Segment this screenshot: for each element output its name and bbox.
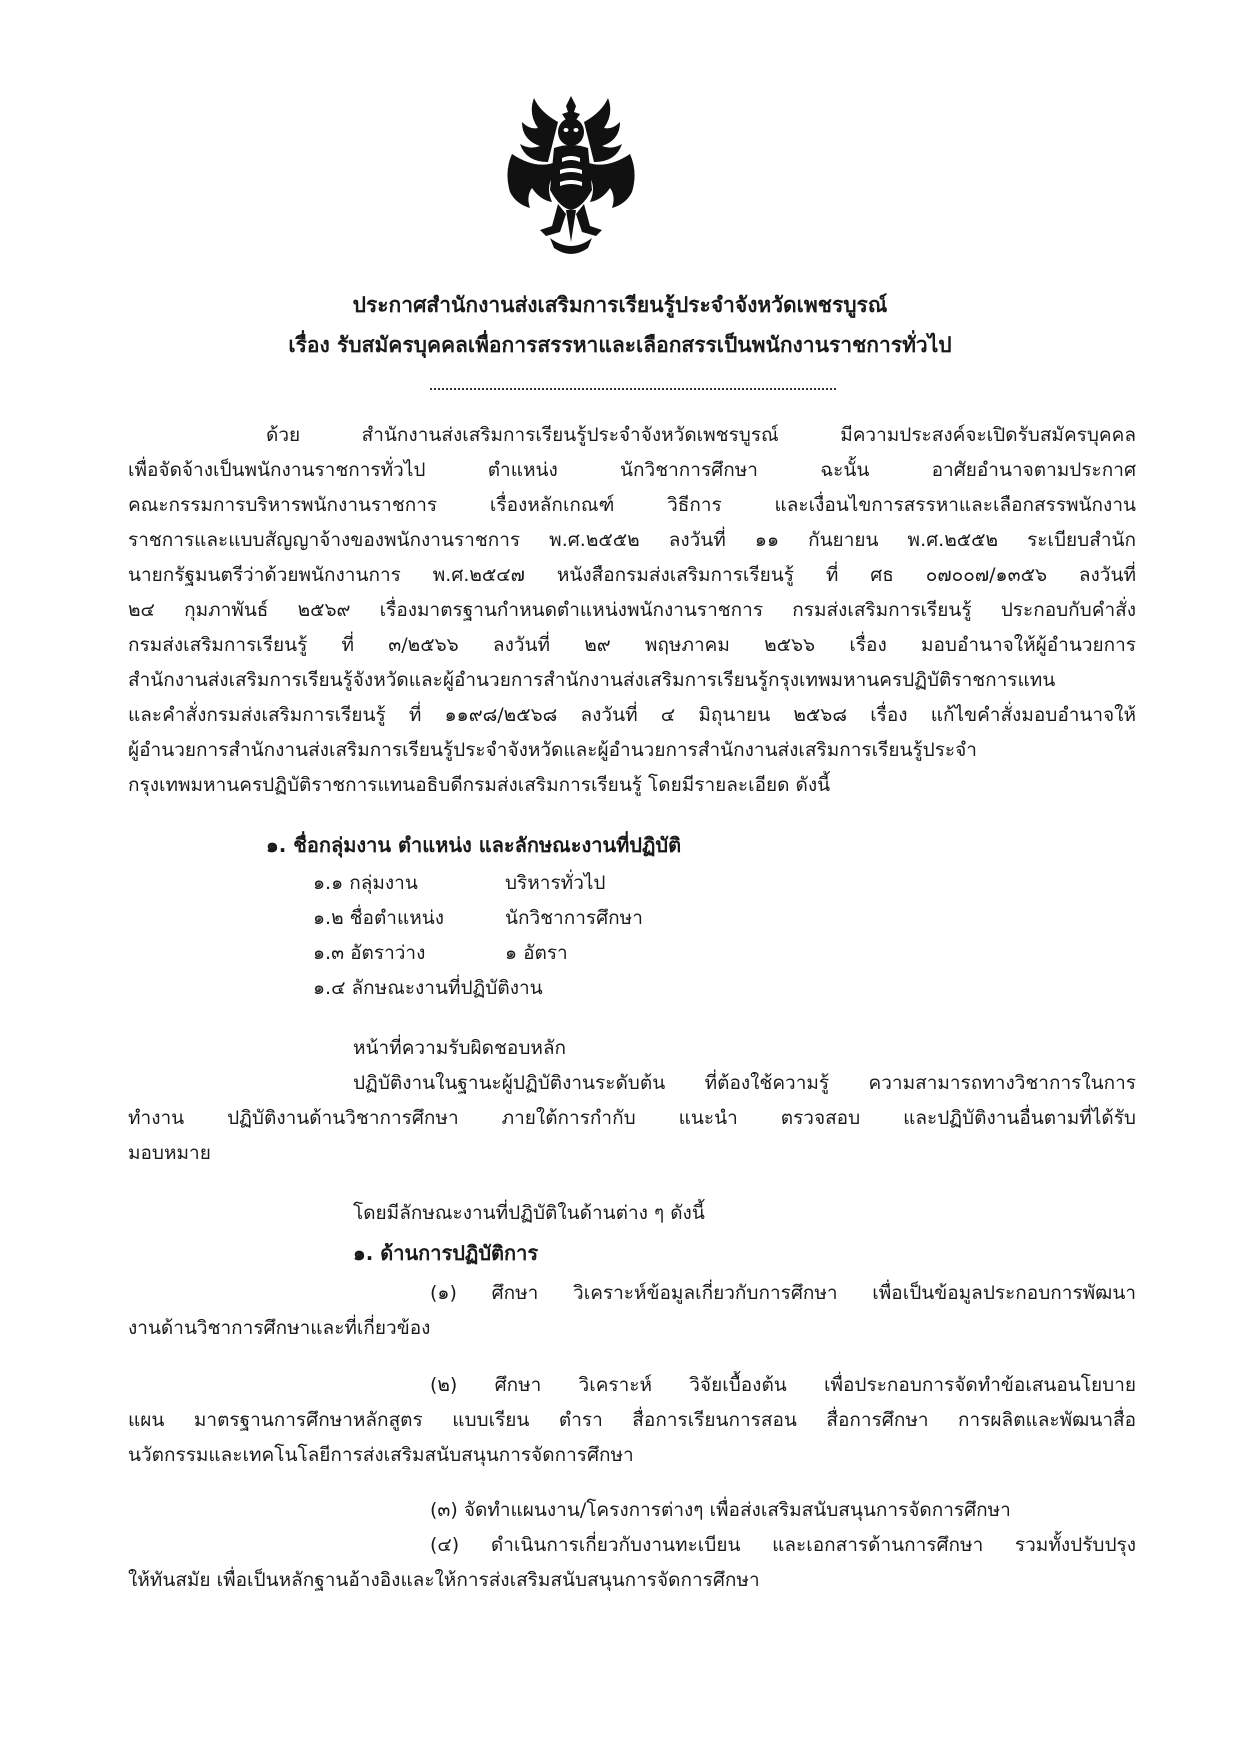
duties-heading: หน้าที่ความรับผิดชอบหลัก <box>353 1037 567 1059</box>
intro-line: ราชการและแบบสัญญาจ้างของพนักงานราชการ พ.ศ.๒๕๕๒ ลงวันที่ ๑๑ กันยายน พ.ศ.๒๕๕๒ ระเบียบสำนัก <box>128 529 1136 551</box>
section-heading: ๑. ชื่อกลุ่มงาน ตำแหน่ง และลักษณะงานที่ปฏิบัติ <box>266 833 682 857</box>
intro-line: ผู้อำนวยการสำนักงานส่งเสริมการเรียนรู้ประจำจังหวัดและผู้อำนวยการสำนักงานส่งเสริมการเรียนรู้ประจำ <box>128 739 977 761</box>
garuda-emblem-icon <box>500 92 642 262</box>
item-value: บริหารทั่วไป <box>505 872 606 894</box>
item-label: ๑.๔ ลักษณะงานที่ปฏิบัติงาน <box>313 977 543 999</box>
operation-item: (๑) ศึกษา วิเคราะห์ข้อมูลเกี่ยวกับการศึกษา เพื่อเป็นข้อมูลประกอบการพัฒนา <box>430 1282 1136 1304</box>
intro-line: สำนักงานส่งเสริมการเรียนรู้จังหวัดและผู้อำนวยการสำนักงานส่งเสริมการเรียนรู้กรุงเทพมหานครปฏิบัติราชการแทน <box>128 669 1056 691</box>
intro-line: นายกรัฐมนตรีว่าด้วยพนักงานการ พ.ศ.๒๕๔๗ หนังสือกรมส่งเสริมการเรียนรู้ ที่ ศธ ๐๗๐๐๗/๑๓๕๖ ลงวันที่ <box>128 564 1136 586</box>
operation-item: (๒) ศึกษา วิเคราะห์ วิจัยเบื้องต้น เพื่อประกอบการจัดทำข้อเสนอนโยบาย <box>430 1374 1136 1396</box>
intro-line: ๒๔ กุมภาพันธ์ ๒๕๖๙ เรื่องมาตรฐานกำหนดตำแหน่งพนักงานราชการ กรมส่งเสริมการเรียนรู้ ประกอบกับคำสั่ง <box>128 599 1136 621</box>
operation-item-cont: นวัตกรรมและเทคโนโลยีการส่งเสริมสนับสนุนการจัดการศึกษา <box>128 1444 634 1466</box>
item-label: ๑.๑ กลุ่มงาน <box>313 872 418 894</box>
item-value: นักวิชาการศึกษา <box>505 907 643 929</box>
intro-line: และคำสั่งกรมส่งเสริมการเรียนรู้ ที่ ๑๑๙๘/๒๕๖๘ ลงวันที่ ๔ มิถุนายน ๒๕๖๘ เรื่อง แก้ไขคำสั่งมอบอำนาจให้ <box>128 704 1136 726</box>
intro-line: คณะกรรมการบริหารพนักงานราชการ เรื่องหลักเกณฑ์ วิธีการ และเงื่อนไขการสรรหาและเลือกสรรพนักงาน <box>128 494 1136 516</box>
intro-line: เพื่อจัดจ้างเป็นพนักงานราชการทั่วไป ตำแหน่ง นักวิชาการศึกษา ฉะนั้น อาศัยอำนาจตามประกาศ <box>128 459 1136 481</box>
operation-item-cont: งานด้านวิชาการศึกษาและที่เกี่ยวข้อง <box>128 1317 431 1339</box>
item-value: ๑ อัตรา <box>505 942 568 964</box>
title-divider <box>430 388 836 390</box>
duties-line: ทำงาน ปฏิบัติงานด้านวิชาการศึกษา ภายใต้การกำกับ แนะนำ ตรวจสอบ และปฏิบัติงานอื่นตามที่ได้รับ <box>128 1107 1136 1129</box>
duties-intro: โดยมีลักษณะงานที่ปฏิบัติในด้านต่าง ๆ ดังนี้ <box>353 1202 705 1224</box>
operation-item-cont: แผน มาตรฐานการศึกษาหลักสูตร แบบเรียน ตำรา สื่อการเรียนการสอน สื่อการศึกษา การผลิตและพัฒนาสื่อ <box>128 1409 1136 1431</box>
duties-line: มอบหมาย <box>128 1142 211 1164</box>
operation-item-cont: ให้ทันสมัย เพื่อเป็นหลักฐานอ้างอิงและให้การส่งเสริมสนับสนุนการจัดการศึกษา <box>128 1569 760 1591</box>
announcement-subject: เรื่อง รับสมัครบุคคลเพื่อการสรรหาและเลือกสรรเป็นพนักงานราชการทั่วไป <box>288 333 952 357</box>
announcement-title: ประกาศสำนักงานส่งเสริมการเรียนรู้ประจำจังหวัดเพชรบูรณ์ <box>352 293 888 317</box>
item-label: ๑.๓ อัตราว่าง <box>313 942 426 964</box>
intro-line: กรุงเทพมหานครปฏิบัติราชการแทนอธิบดีกรมส่งเสริมการเรียนรู้ โดยมีรายละเอียด ดังนี้ <box>128 774 831 796</box>
intro-line: ด้วย สำนักงานส่งเสริมการเรียนรู้ประจำจังหวัดเพชรบูรณ์ มีความประสงค์จะเปิดรับสมัครบุคคล <box>266 424 1136 446</box>
operation-item: (๓) จัดทำแผนงาน/โครงการต่างๆ เพื่อส่งเสริมสนับสนุนการจัดการศึกษา <box>430 1499 1011 1521</box>
operation-item: (๔) ดำเนินการเกี่ยวกับงานทะเบียน และเอกสารด้านการศึกษา รวมทั้งปรับปรุง <box>430 1534 1136 1556</box>
operations-heading: ๑. ด้านการปฏิบัติการ <box>353 1241 539 1265</box>
intro-line: กรมส่งเสริมการเรียนรู้ ที่ ๓/๒๕๖๖ ลงวันที่ ๒๙ พฤษภาคม ๒๕๖๖ เรื่อง มอบอำนาจให้ผู้อำนวยการ <box>128 634 1136 656</box>
item-label: ๑.๒ ชื่อตำแหน่ง <box>313 907 445 929</box>
duties-line: ปฏิบัติงานในฐานะผู้ปฏิบัติงานระดับต้น ที่ต้องใช้ความรู้ ความสามารถทางวิชาการในการ <box>353 1072 1136 1094</box>
